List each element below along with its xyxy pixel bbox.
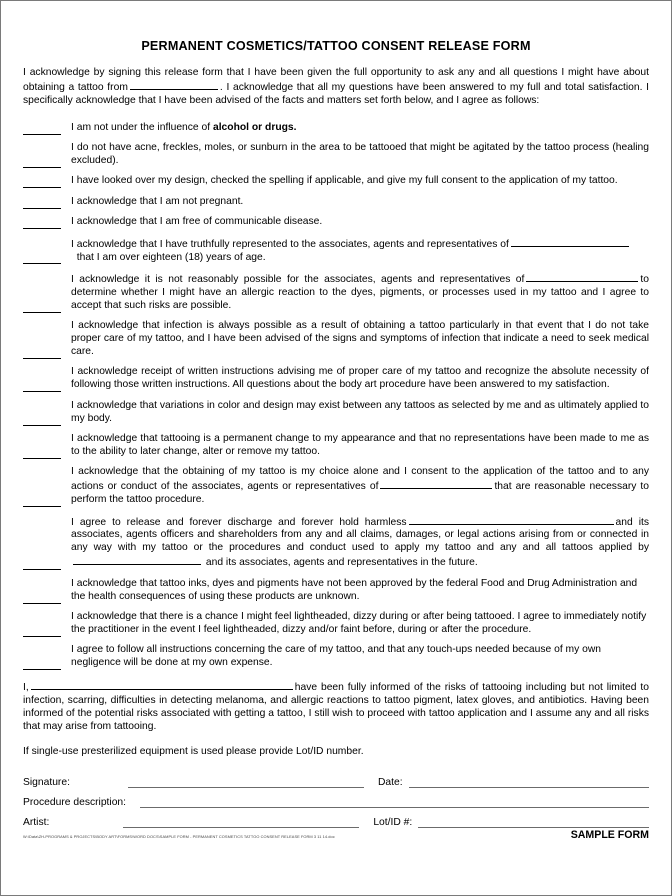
procedure-input-line[interactable] xyxy=(140,797,649,808)
item-text: I do not have acne, freckles, moles, or sunburn in the area to be tattooed that might be agitated by the tattoo process (healing excluded). xyxy=(71,142,649,167)
item-text: I agree to follow all instructions concerning the care of my tattoo, and that any touch-ups needed because of my own negligence will be done at my own expense. xyxy=(71,644,602,669)
item-blank-release[interactable] xyxy=(409,515,614,525)
item-text xyxy=(71,237,649,265)
initial-line[interactable] xyxy=(23,414,61,426)
artist-input-line[interactable] xyxy=(123,817,359,828)
footer-sample-label: SAMPLE FORM xyxy=(570,829,649,841)
intro-text-part1: I acknowledge by signing this release form that I have been given the full opportunity to ask any and all questions I might have about obtaining a tattoo from xyxy=(23,67,649,93)
item-text: I acknowledge that variations in color and design may exist between any tattoos as selected by me and as ultimately applied to my body. xyxy=(71,399,649,424)
item-text-bold: alcohol or drugs. xyxy=(212,121,297,133)
lot-id-input-line[interactable] xyxy=(418,817,649,828)
list-item xyxy=(23,578,649,604)
item-blank-applied-by[interactable] xyxy=(73,555,201,565)
item-text xyxy=(71,466,649,507)
list-item xyxy=(23,400,649,426)
initial-line[interactable] xyxy=(23,347,61,359)
item-text: I acknowledge that infection is always possible as a result of obtaining a tattoo particularly in that event that I do not take proper care of my tattoo, and I have been advised of the signs and symptoms of infection that indicate a need to seek medical care. xyxy=(71,320,649,357)
item-text-after: and its associates, agents officers and shareholders from any and all claims, damages, or legal actions arising from or connected in any way with my tattoo or the procedures and conduct used to apply my tattoo and any and all tattoos applied by xyxy=(71,516,649,554)
initial-line[interactable] xyxy=(23,592,61,604)
signature-date-row xyxy=(23,777,649,788)
list-item xyxy=(23,196,649,209)
closing-paragraph xyxy=(23,680,649,734)
initial-line[interactable] xyxy=(23,197,61,209)
item-text: I acknowledge that there is a chance I might feel lightheaded, dizzy during or after being tattooed. I agree to immediately notify the practitioner in the event I feel lightheaded, dizzy and/or faint before, during or after the procedure. xyxy=(71,611,647,635)
signature-label: Signature: xyxy=(23,776,70,788)
initial-line[interactable] xyxy=(23,156,61,168)
item-text: I acknowledge that I am not pregnant. xyxy=(71,195,244,207)
list-item xyxy=(23,433,649,459)
date-input-line[interactable] xyxy=(409,777,649,788)
closing-prefix: I, xyxy=(23,682,29,694)
intro-text-part2: . I acknowledge that all my questions have been answered to my full and total satisfaction. I specifically acknowledge that I have been advised of the facts and matters set forth below, and I agree as follows: xyxy=(23,81,649,106)
item-text-before: I agree to release and forever discharge and forever hold harmless xyxy=(71,516,407,528)
initial-line[interactable] xyxy=(23,658,61,670)
item-text xyxy=(71,515,649,571)
initial-line[interactable] xyxy=(23,176,61,188)
list-item xyxy=(23,216,649,229)
procedure-label: Procedure description: xyxy=(23,796,127,808)
item-blank[interactable] xyxy=(511,237,629,247)
initial-line[interactable] xyxy=(23,217,61,229)
list-item xyxy=(23,644,649,670)
initial-line[interactable] xyxy=(23,625,61,637)
list-item xyxy=(23,320,649,359)
item-text-before: I acknowledge that the obtaining of my tattoo is my choice alone and I consent to the application of the tattoo and to any actions or conduct of the associates, agents or representatives of xyxy=(71,466,649,493)
item-text-after: to determine whether I might have an allergic reaction to the dyes, pigments, or processes used in my tattoo and I agree to accept that such risks are possible. xyxy=(71,273,649,311)
item-blank[interactable] xyxy=(526,272,638,282)
item-text-before: I acknowledge that I have truthfully represented to the associates, agents and representatives of xyxy=(71,238,509,250)
closing-body: have been fully informed of the risks of tattooing including but not limited to infection, scarring, difficulties in detecting melanoma, and allergic reactions to tattoo pigment, latex gloves, and antibiotics. Having been informed of the potential risks associated with getting a tattoo, I still wish to proceed with tattoo application and I assume any and all risks that may arise from tattooing. xyxy=(23,682,649,732)
initial-line[interactable] xyxy=(23,380,61,392)
artist-label: Artist: xyxy=(23,816,50,828)
list-item xyxy=(23,466,649,507)
list-item xyxy=(23,142,649,168)
initial-line[interactable] xyxy=(23,558,61,570)
page-footer xyxy=(23,829,649,841)
item-text-after: that I am over eighteen (18) years of age. xyxy=(76,251,266,263)
item-text: I acknowledge receipt of written instructions advising me of proper care of my tattoo and recognize the absolute necessity of following those written instructions. All questions about the body art procedure have been answered to my satisfaction. xyxy=(71,366,649,391)
lot-id-note: If single-use presterilized equipment is used please provide Lot/ID number. xyxy=(23,745,364,757)
list-item xyxy=(23,611,649,637)
page-title: PERMANENT COSMETICS/TATTOO CONSENT RELEASE FORM xyxy=(141,39,531,53)
item-text xyxy=(71,122,649,135)
list-item xyxy=(23,515,649,571)
item-text: I acknowledge that tattooing is a permanent change to my appearance and that no representations have been made to me as to the ability to later change, alter or remove my tattoo. xyxy=(71,433,649,457)
item-text-before: I acknowledge it is not reasonably possible for the associates, agents and representatives of xyxy=(71,273,525,285)
initial-line[interactable] xyxy=(23,123,61,135)
signature-input-line[interactable] xyxy=(128,777,364,788)
initial-line[interactable] xyxy=(23,447,61,459)
initial-line[interactable] xyxy=(23,252,61,264)
item-text: I have looked over my design, checked the spelling if applicable, and give my full consent to the application of my tattoo. xyxy=(71,175,618,187)
intro-paragraph xyxy=(23,67,649,108)
lot-id-label: Lot/ID #: xyxy=(373,816,413,828)
item-text xyxy=(71,272,649,313)
item-text-end: and its associates, agents and representatives in the future. xyxy=(205,557,478,569)
intro-blank-studio-name[interactable] xyxy=(130,80,218,90)
artist-lot-row xyxy=(23,817,649,828)
list-item xyxy=(23,237,649,265)
list-item xyxy=(23,272,649,313)
initial-line[interactable] xyxy=(23,495,61,507)
item-blank[interactable] xyxy=(380,479,492,489)
procedure-row xyxy=(23,797,649,808)
date-label: Date: xyxy=(377,776,403,788)
list-item xyxy=(23,175,649,188)
item-text-before: I am not under the influence of xyxy=(71,121,213,133)
footer-file-path: W:\Data\ZH-PROGRAMS & PROJECTS\BODY ART\FORMS\WORD DOCS\SAMPLE FORM - PERMANENT COSMETICS TATTOO CONSENT RELEASE FORM 3 11 14.doc xyxy=(23,834,335,839)
acknowledgment-list xyxy=(23,122,649,670)
closing-blank-client-name[interactable] xyxy=(31,680,293,690)
list-item xyxy=(23,366,649,392)
list-item xyxy=(23,122,649,135)
initial-line[interactable] xyxy=(23,301,61,313)
signature-block xyxy=(23,777,649,828)
item-text: I acknowledge that tattoo inks, dyes and pigments have not been approved by the federal Food and Drug Administration and the health consequences of using these products are unknown. xyxy=(71,577,638,602)
item-text-after: that are reasonable necessary to perform the tattoo procedure. xyxy=(71,481,650,506)
item-text: I acknowledge that I am free of communicable disease. xyxy=(71,216,323,228)
